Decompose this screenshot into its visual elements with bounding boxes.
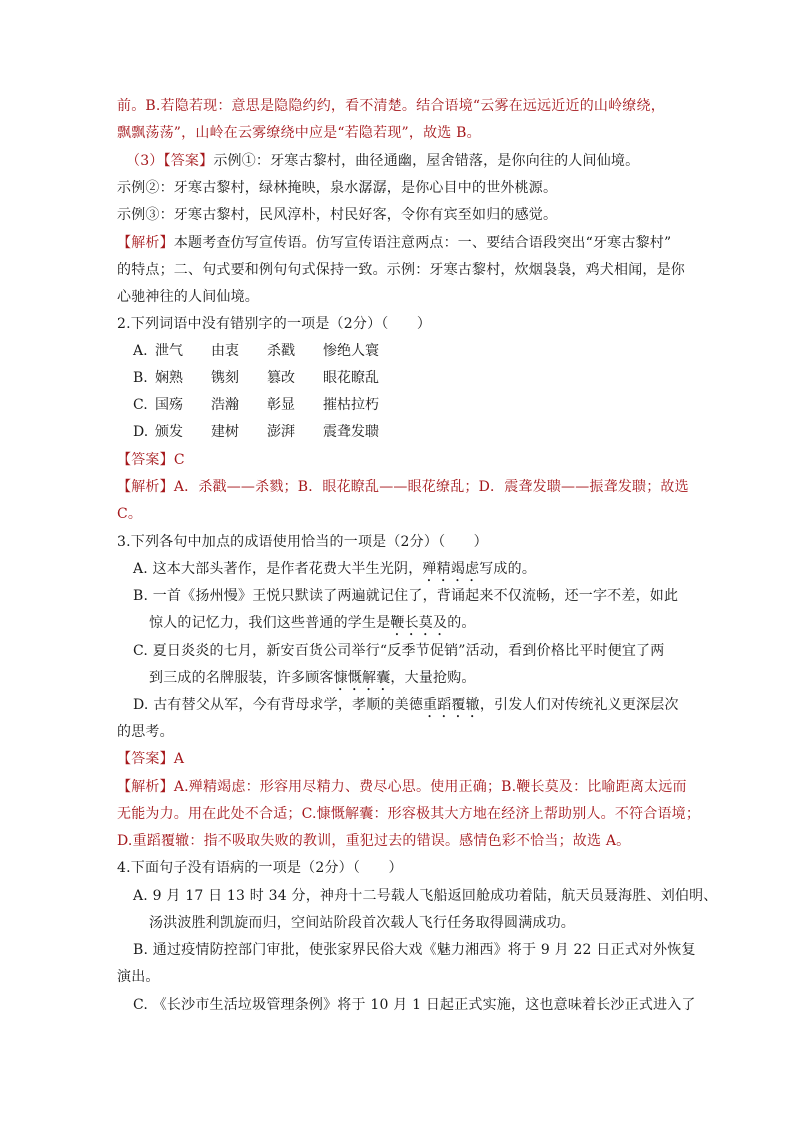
q4-option-b-line-1: B. 通过疫情防控部门审批，使张家界民俗大戏《魅力湘西》将于 9 月 22 日正式对外恢复	[133, 942, 696, 958]
q3-analysis-line-1	[117, 777, 687, 797]
intro-line-2: 飘飘荡荡”，山岭在云雾缭绕中应是“若隐若现”，故选 B。	[117, 125, 481, 141]
option-letter: A.	[133, 343, 148, 359]
q2-answer	[117, 450, 185, 470]
option-word: 彰显	[267, 397, 295, 413]
q3-option-d-line-1	[133, 695, 679, 721]
option-word: 由衷	[211, 343, 239, 359]
q4-option-a-line-1: A. 9 月 17 日 13 时 34 分，神舟十二号载人飞船返回舱成功着陆，航天员聂海胜、刘伯明、	[133, 888, 718, 904]
analysis-text: A.殚精竭虑：形容用尽精力、费尽心思。使用正确；B.鞭长莫及：比喻距离太远而	[173, 779, 687, 795]
q1-3-analysis-line-2: 的特点；二、句式要和例句句式保持一致。示例：牙寒古黎村，炊烟袅袅，鸡犬相闻，是你	[117, 262, 685, 278]
q3-analysis-line-3: D.重蹈覆辙：指不吸取失败的教训，重犯过去的错误。感情色彩不恰当；故选 A。	[117, 833, 631, 849]
option-text: A. 这本大部头著作，是作者花费大半生光阴，	[133, 561, 423, 577]
option-word: 澎湃	[267, 424, 295, 440]
q4-option-c-line-1: C. 《长沙市生活垃圾管理条例》将于 10 月 1 日起正式实施，这也意味着长沙正式进入了	[133, 997, 696, 1013]
answer-value: C	[173, 452, 185, 468]
option-text: 写成的。	[479, 561, 537, 577]
q1-3-answer	[126, 151, 639, 171]
analysis-tag: 【解析】	[117, 235, 174, 251]
option-text: ，大量抢购。	[390, 670, 476, 686]
option-word: 国殇	[155, 397, 183, 413]
option-word: 镌刻	[211, 370, 239, 386]
option-word: 篡改	[267, 370, 295, 386]
analysis-tag: 【解析】	[117, 479, 174, 495]
q3-analysis-line-2: 无能为力。用在此处不合适；C.慷慨解囊：形容极其大方地在经济上帮助别人。不符合语境；	[117, 806, 701, 822]
analysis-text: 本题考查仿写宣传语。仿写宣传语注意两点：一、要结合语段突出“牙寒古黎村”	[173, 235, 672, 251]
option-text: 到三成的名牌服装，许多顾客	[149, 670, 334, 686]
q3-option-a	[133, 559, 536, 585]
q2-stem: 2.下列词语中没有错别字的一项是（2分）（ ）	[117, 316, 432, 332]
option-word: 泄气	[155, 343, 183, 359]
option-text: 的。	[447, 615, 476, 631]
dotted-idiom: 慷慨解囊	[333, 670, 391, 686]
q3-answer	[117, 749, 184, 769]
q2-analysis-line-2: C。	[117, 506, 143, 522]
option-text: D. 古有替父从军，今有背母求学，孝顺的美德	[133, 697, 424, 713]
answer-tag: 【答案】	[117, 452, 174, 468]
q1-3-analysis-line-1	[117, 233, 671, 253]
option-letter: D.	[133, 424, 149, 440]
analysis-tag: 【解析】	[117, 779, 174, 795]
q3-stem: 3.下列各句中加点的成语使用恰当的一项是（2分）（ ）	[117, 534, 488, 550]
q4-stem: 4.下面句子没有语病的一项是（2分）（ ）	[117, 860, 403, 876]
answer-value: A	[173, 751, 185, 767]
analysis-text: A．杀戳——杀戮；B．眼花瞭乱——眼花缭乱；D．震聋发聩——振聋发聩；故选	[173, 479, 689, 495]
dotted-idiom: 殚精竭虑	[422, 561, 480, 577]
option-letter: B.	[133, 370, 148, 386]
option-text: ，引发人们对传统礼义更深层次	[479, 697, 679, 713]
option-word: 眼花瞭乱	[323, 370, 379, 386]
answer-tag: 【答案】	[117, 751, 174, 767]
q3-option-b-line-1: B. 一首《扬州慢》王悦只默读了两遍就记住了，背诵起来不仅流畅，还一字不差，如此	[133, 588, 679, 604]
q1-3-analysis-line-3: 心驰神往的人间仙境。	[117, 289, 259, 305]
answer-tag: （3）【答案】	[126, 153, 214, 169]
q1-3-example-2: 示例②：牙寒古黎村，绿林掩映，泉水潺潺，是你心目中的世外桃源。	[117, 180, 558, 196]
q3-option-c-line-1: C. 夏日炎炎的七月，新安百货公司举行“反季节促销”活动，看到价格比平时便宜了两	[133, 643, 665, 659]
dotted-idiom: 鞭长莫及	[390, 615, 448, 631]
option-word: 惨绝人寰	[323, 343, 379, 359]
q3-option-b-line-2	[149, 613, 476, 639]
intro-line-1: 前。B.若隐若现：意思是隐隐约约，看不清楚。结合语境“云雾在远远近近的山岭缭绕，	[117, 98, 665, 114]
option-word: 颁发	[155, 424, 183, 440]
dotted-idiom: 重蹈覆辙	[423, 697, 480, 713]
option-word: 震聋发聩	[323, 424, 379, 440]
option-word: 娴熟	[155, 370, 183, 386]
option-word: 杀戳	[267, 343, 295, 359]
q1-3-example-3: 示例③：牙寒古黎村，民风淳朴，村民好客，令你有宾至如归的感觉。	[117, 207, 558, 223]
q3-option-c-line-2	[149, 668, 476, 694]
answer-text: 示例①：牙寒古黎村，曲径通幽，屋舍错落，是你向往的人间仙境。	[213, 153, 640, 169]
option-text: 惊人的记忆力，我们这些普通的学生是	[149, 615, 391, 631]
option-letter: C.	[133, 397, 148, 413]
q4-option-a-line-2: 汤洪波胜利凯旋而归，空间站阶段首次载人飞行任务取得圆满成功。	[149, 915, 575, 931]
q3-option-d-line-2: 的思考。	[117, 724, 174, 740]
q2-analysis-line-1	[117, 477, 689, 497]
option-word: 建树	[211, 424, 239, 440]
option-word: 浩瀚	[211, 397, 239, 413]
q4-option-b-line-2: 演出。	[117, 969, 160, 985]
option-word: 摧枯拉朽	[323, 397, 379, 413]
